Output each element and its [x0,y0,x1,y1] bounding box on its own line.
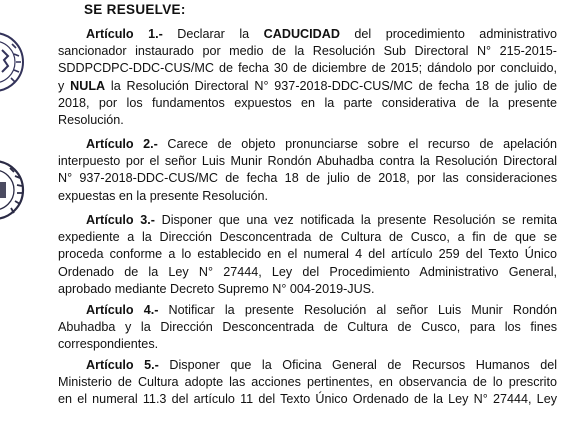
text-line [58,136,557,153]
seal-stamp-cultura [0,158,26,222]
bold-text: Artículo 5.- [86,358,159,372]
text-run: sancionador instaurado por medio de la Resolución Sub Directoral N° 215-2015- [58,44,557,59]
text-run: expuestas en la presente Resolución. [58,188,269,203]
text-line [58,374,557,391]
text-run: Carece de objeto pronunciarse sobre el recurso de apelación [157,137,557,151]
text-line [58,357,557,374]
text-run: del procedimiento administrativo [339,27,557,41]
text-line [58,281,557,298]
text-run: Resolución. [58,113,124,128]
text-run: interpuesto por el señor Luis Munir Rondón Abuhadba contra la Resolución Directoral [58,154,557,169]
articulo-3 [58,212,557,298]
articulo-5 [58,357,557,409]
text-line [58,60,557,77]
text-run: SDDPCDPC-DDC-CUS/MC de fecha 30 de diciembre de 2015; dándolo por concluido, [58,61,557,76]
text-run: expediente a la Dirección Desconcentrada de Cultura de Cusco, a fin de que se [58,230,557,245]
text-line [58,188,557,205]
text-run: aprobado mediante Decreto Supremo N° 004-2019-JUS. [58,281,375,296]
articulo-1 [58,26,557,129]
resolution-heading: SE RESUELVE: [84,2,186,17]
text-line [58,336,557,353]
text-line [58,302,557,319]
text-run: proceda conforme a lo establecido en el numeral 4 del artículo 259 del Texto Único [58,247,557,262]
articulo-2 [58,136,557,205]
text-line [58,26,557,43]
text-run: Disponer que la Oficina General de Recursos Humanos del [158,358,557,372]
text-run: Notificar la presente Resolución al señor Luis Munir Rondón [158,303,557,317]
text-line [58,95,557,112]
text-run: en el numeral 11.3 del artículo 11 del Texto Único Ordenado de la Ley N° 27444, Ley [58,392,557,407]
text-run: N° 937-2018-DDC-CUS/MC de fecha 18 de julio de 2018, por las consideraciones [58,171,557,186]
text-run: la Resolución Directoral N° 937-2018-DDC-CUS/MC de fecha 18 de julio de [105,78,557,93]
text-line [58,170,557,187]
bold-text: NULA [70,78,106,93]
text-line [58,43,557,60]
text-line [58,78,557,95]
text-line [58,246,557,263]
bold-text: Artículo 2.- [86,137,158,151]
text-run: Declarar la [162,27,264,41]
bold-text: Artículo 4.- [86,303,159,317]
text-run: 2018, por los fundamentos expuestos en la parte considerativa de la presente [58,95,557,110]
text-run: Ordenado de la Ley N° 27444, Ley del Procedimiento Administrativo General, [58,264,557,279]
text-line [58,391,557,408]
text-run: Abuhadba y la Dirección Desconcentrada de Cultura de Cusco, para los fines [58,320,557,335]
text-line [58,319,557,336]
text-run: Disponer que una vez notificada la presente Resolución se remita [154,213,557,227]
bold-text: CADUCIDAD [263,27,340,41]
seal-stamp-top [0,30,26,94]
text-line [58,212,557,229]
text-run: Ministerio de Cultura adopte las acciones pertinentes, en observancia de lo prescrito [58,375,557,390]
text-line [58,153,557,170]
text-line [58,229,557,246]
articulo-4 [58,302,557,354]
text-line [58,112,557,129]
text-line [58,264,557,281]
text-run: correspondientes. [58,337,159,352]
bold-text: Artículo 1.- [86,27,163,41]
text-run: y [58,78,71,93]
bold-text: Artículo 3.- [86,213,155,227]
